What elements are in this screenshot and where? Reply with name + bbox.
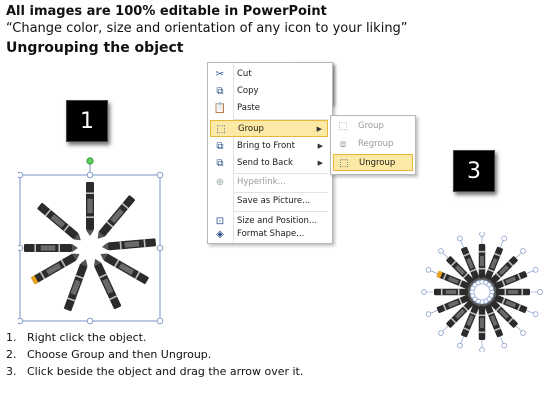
group-submenu <box>330 115 416 175</box>
paste-icon: 📋 <box>213 103 227 114</box>
step-item <box>6 329 303 346</box>
menu-item-label: Bring to Front <box>237 141 295 151</box>
menu-item-save-as-picture[interactable] <box>210 193 328 210</box>
ungroup-icon: ⬚ <box>339 158 349 169</box>
submenu-item-label: Group <box>358 121 384 131</box>
menu-item-format-shape[interactable] <box>210 226 328 243</box>
menu-item-label: Group <box>238 124 264 134</box>
crayon-shape <box>37 203 84 244</box>
submenu-arrow-icon: ▶ <box>316 125 322 133</box>
submenu-item-regroup[interactable] <box>333 136 413 153</box>
section-heading: Ungrouping the object <box>6 40 184 56</box>
menu-item-paste[interactable] <box>210 100 328 117</box>
submenu-arrow-icon: ▶ <box>317 159 323 167</box>
step-text: Click beside the object and drag the arrow over it. <box>27 365 304 378</box>
crayon-wheel <box>24 182 156 311</box>
format-shape-icon: ◈ <box>216 229 224 240</box>
step-number: 1. <box>6 331 17 344</box>
step-item <box>6 346 303 363</box>
crayon-shape <box>24 244 78 252</box>
submenu-item-label: Regroup <box>358 139 394 149</box>
menu-item-label: Send to Back <box>237 158 293 168</box>
regroup-icon: ⧈ <box>339 139 347 150</box>
submenu-item-ungroup[interactable] <box>333 154 413 171</box>
menu-item-label: Copy <box>237 86 259 96</box>
menu-item-label: Hyperlink... <box>237 177 286 187</box>
submenu-item-group[interactable] <box>333 118 413 135</box>
menu-item-group[interactable] <box>210 120 328 137</box>
bring-to-front-icon: ⧉ <box>216 141 224 152</box>
step-number: 2. <box>6 348 17 361</box>
crayon-wheel-ungrouped <box>422 232 543 352</box>
instruction-steps <box>6 329 303 380</box>
menu-item-label: Format Shape... <box>237 229 305 239</box>
crayon-shape <box>95 195 136 242</box>
page-title: All images are 100% editable in PowerPoint <box>6 4 327 19</box>
menu-item-label: Paste <box>237 103 260 113</box>
step-badge-1: 1 <box>66 100 108 142</box>
step-number: 3. <box>6 365 17 378</box>
context-menu <box>207 62 333 244</box>
crayon-shape <box>64 258 90 311</box>
menu-item-send-to-back[interactable] <box>210 155 328 172</box>
crayon-shape <box>479 300 486 352</box>
menu-item-cut[interactable] <box>210 66 328 83</box>
crayon-shape <box>490 289 543 296</box>
send-to-back-icon: ⧉ <box>216 158 224 169</box>
step-item <box>6 363 303 380</box>
menu-separator <box>234 211 328 212</box>
submenu-arrow-icon: ▶ <box>317 142 323 150</box>
menu-item-label: Save as Picture... <box>237 196 311 206</box>
scissors-icon: ✂ <box>215 69 225 80</box>
menu-item-label: Cut <box>237 69 252 79</box>
menu-item-copy[interactable] <box>210 83 328 100</box>
submenu-item-label: Ungroup <box>359 158 396 168</box>
copy-icon: ⧉ <box>216 86 224 97</box>
step-badge-3: 3 <box>453 150 495 192</box>
hyperlink-icon: ⊕ <box>215 177 225 188</box>
group-icon: ⬚ <box>216 124 226 135</box>
menu-item-bring-to-front[interactable] <box>210 138 328 155</box>
ungrouped-object-illustration[interactable] <box>412 232 552 352</box>
crayon-shape <box>31 251 82 285</box>
menu-item-label: Size and Position... <box>237 216 318 226</box>
page-subtitle: “Change color, size and orientation of any icon to your liking” <box>6 21 408 36</box>
crayon-shape <box>86 182 94 236</box>
menu-item-hyperlink[interactable] <box>210 174 328 191</box>
step-text: Right click the object. <box>27 331 147 344</box>
crayon-shape <box>102 238 156 251</box>
grouped-object-illustration[interactable] <box>18 155 164 325</box>
step-text: Choose Group and then Ungroup. <box>27 348 212 361</box>
crayon-shape <box>422 289 475 296</box>
crayon-shape <box>479 232 486 284</box>
group-icon: ⬚ <box>338 121 348 132</box>
size-position-icon: ⊡ <box>215 216 225 227</box>
